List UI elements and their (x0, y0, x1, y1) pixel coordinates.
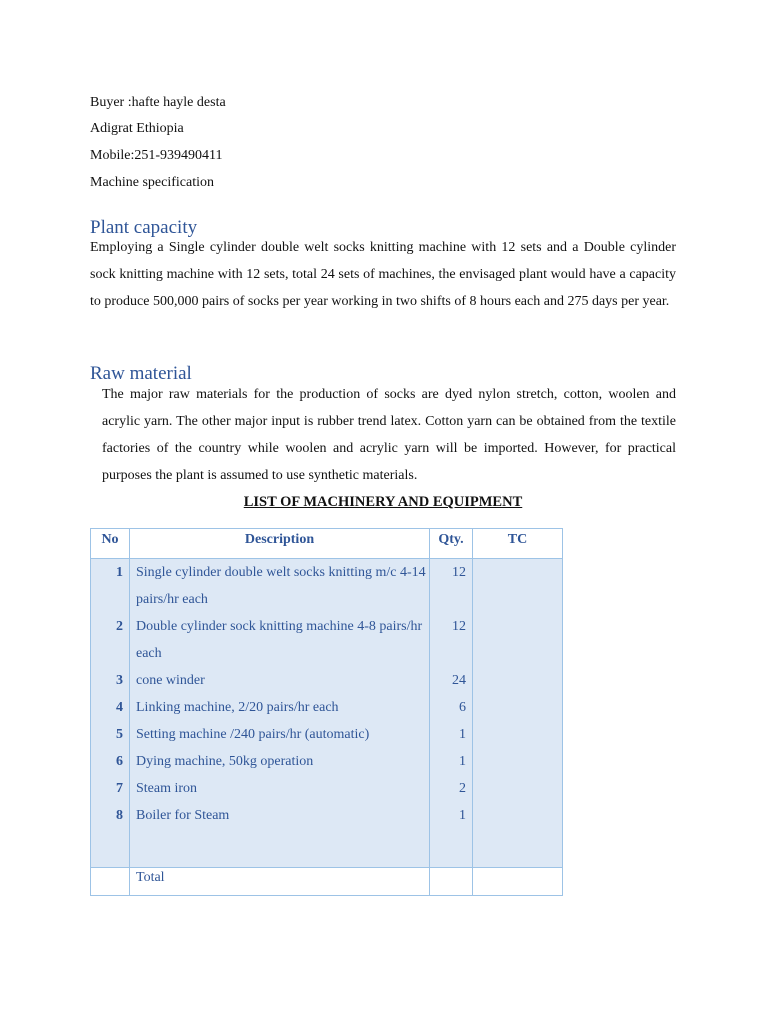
table-row (91, 559, 563, 614)
row-tc (473, 802, 563, 829)
table-row (91, 721, 563, 748)
buyer-line: Buyer :hafte hayle desta (90, 95, 226, 110)
mobile-line: Mobile:251-939490411 (90, 148, 223, 163)
row-no: 2 (91, 613, 130, 667)
row-qty: 1 (430, 802, 473, 829)
row-tc (473, 721, 563, 748)
row-qty: 1 (430, 748, 473, 775)
row-no: 1 (91, 559, 130, 614)
row-qty: 2 (430, 775, 473, 802)
row-tc (473, 667, 563, 694)
row-tc (473, 559, 563, 614)
col-header-no: No (91, 529, 130, 559)
table-row (91, 802, 563, 829)
machine-spec-line: Machine specification (90, 175, 215, 190)
total-label: Total (130, 868, 430, 896)
machinery-table (90, 528, 563, 896)
row-no: 6 (91, 748, 130, 775)
raw-material-heading: Raw material (90, 363, 192, 384)
table-spacer-row (91, 829, 563, 868)
table-row (91, 667, 563, 694)
row-no: 3 (91, 667, 130, 694)
row-tc (473, 694, 563, 721)
row-description: Boiler for Steam (130, 802, 430, 829)
row-description: Setting machine /240 pairs/hr (automatic) (130, 721, 430, 748)
col-header-tc: TC (473, 529, 563, 559)
plant-capacity-heading: Plant capacity (90, 217, 198, 238)
table-row (91, 694, 563, 721)
row-no: 5 (91, 721, 130, 748)
row-qty: 24 (430, 667, 473, 694)
row-no: 8 (91, 802, 130, 829)
row-qty: 6 (430, 694, 473, 721)
row-no: 4 (91, 694, 130, 721)
row-description: Dying machine, 50kg operation (130, 748, 430, 775)
location-line: Adigrat Ethiopia (90, 121, 184, 136)
row-description: cone winder (130, 667, 430, 694)
row-description: Double cylinder sock knitting machine 4-8 pairs/hr each (130, 613, 430, 667)
table-row (91, 613, 563, 667)
row-qty: 12 (430, 613, 473, 667)
row-tc (473, 748, 563, 775)
row-qty: 12 (430, 559, 473, 614)
raw-material-paragraph: The major raw materials for the production of socks are dyed nylon stretch, cotton, woolen and acrylic yarn. The other major input is rubber trend latex. Cotton yarn can be obtained from the textile factories of the country while woolen and acrylic yarn will be imported. However, for practical purposes the plant is assumed to use synthetic materials. (102, 387, 676, 483)
row-tc (473, 613, 563, 667)
plant-capacity-paragraph: Employing a Single cylinder double welt socks knitting machine with 12 sets and a Double cylinder sock knitting machine with 12 sets, total 24 sets of machines, the envisaged plant would have a capacity to produce 500,000 pairs of socks per year working in two shifts of 8 hours each and 275 days per year. (90, 240, 676, 309)
row-description: Steam iron (130, 775, 430, 802)
table-header-row (91, 529, 563, 559)
table-row (91, 775, 563, 802)
row-description: Linking machine, 2/20 pairs/hr each (130, 694, 430, 721)
row-tc (473, 775, 563, 802)
table-total-row (91, 868, 563, 896)
row-qty: 1 (430, 721, 473, 748)
col-header-qty: Qty. (430, 529, 473, 559)
table-row (91, 748, 563, 775)
row-no: 7 (91, 775, 130, 802)
row-description: Single cylinder double welt socks knitting m/c 4-14 pairs/hr each (130, 559, 430, 614)
machinery-list-title: LIST OF MACHINERY AND EQUIPMENT (243, 494, 523, 510)
col-header-description: Description (130, 529, 430, 559)
